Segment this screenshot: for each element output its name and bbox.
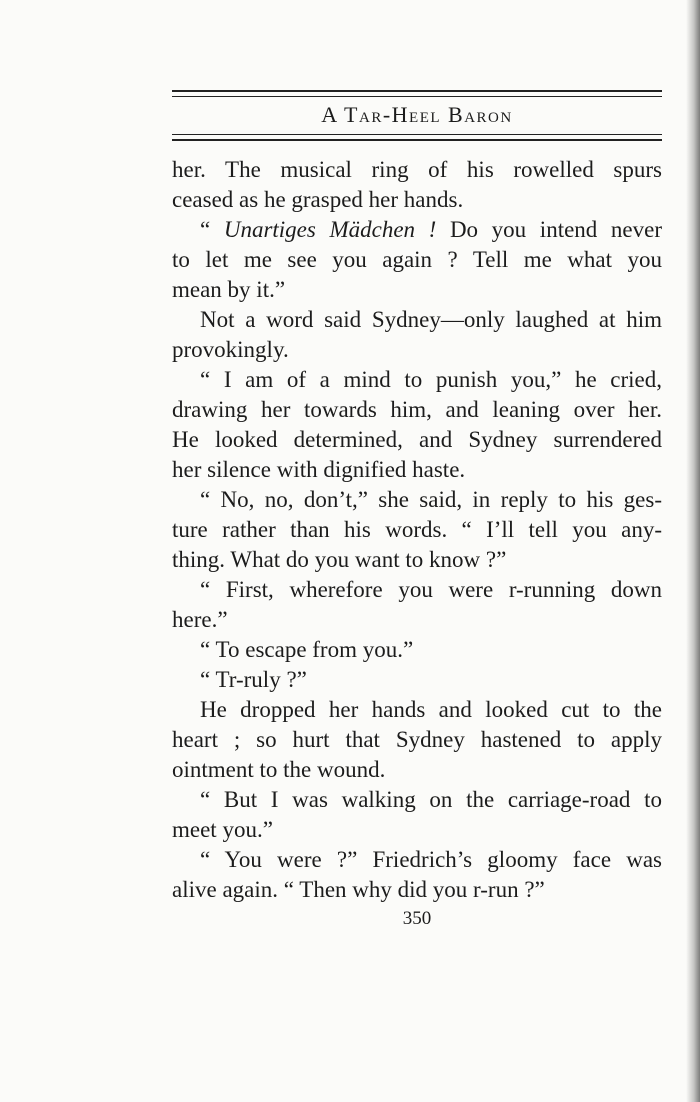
text-line — [172, 455, 662, 485]
text-line — [172, 695, 662, 725]
text-segment: “ Tr-ruly ?” — [200, 667, 307, 692]
text-line — [172, 365, 662, 395]
text-line — [172, 275, 662, 305]
text-segment: Not a word said Sydney—only laughed at him — [200, 307, 662, 332]
text-segment: Do you intend never — [436, 217, 662, 242]
text-segment: ointment to the wound. — [172, 757, 386, 782]
text-segment: drawing her towards him, and leaning over her. — [172, 397, 662, 422]
text-segment: thing. What do you want to know ?” — [172, 547, 507, 572]
text-line — [172, 875, 662, 905]
text-line — [172, 725, 662, 755]
text-segment: to let me see you again ? Tell me what you — [172, 247, 662, 272]
text-segment: “ — [200, 217, 224, 242]
header-bottom-rules — [172, 134, 662, 141]
running-head: A Tar-Heel Baron — [321, 102, 513, 127]
text-segment: He looked determined, and Sydney surrendered — [172, 427, 662, 452]
page-edge-shadow — [686, 0, 700, 1102]
text-segment: her silence with dignified haste. — [172, 457, 466, 482]
body-text — [172, 155, 662, 905]
text-segment: her. The musical ring of his rowelled spurs — [172, 157, 662, 182]
text-line — [172, 545, 662, 575]
text-line — [172, 335, 662, 365]
text-segment: “ But I was walking on the carriage-road to — [200, 787, 662, 812]
text-line — [172, 665, 662, 695]
text-segment: alive again. “ Then why did you r-run ?” — [172, 877, 545, 902]
text-line — [172, 245, 662, 275]
text-line — [172, 785, 662, 815]
text-segment: ture rather than his words. “ I’ll tell you any- — [172, 517, 662, 542]
top-rule-thick — [172, 90, 662, 92]
text-segment: He dropped her hands and looked cut to the — [200, 697, 662, 722]
text-segment: meet you.” — [172, 817, 273, 842]
text-segment: “ You were ?” Friedrich’s gloomy face was — [200, 847, 662, 872]
text-segment: “ I am of a mind to punish you,” he cried, — [200, 367, 662, 392]
page-number: 350 — [402, 908, 432, 929]
text-line — [172, 485, 662, 515]
text-line — [172, 575, 662, 605]
italic-phrase: Unartiges Mädchen ! — [223, 217, 437, 242]
text-line — [172, 845, 662, 875]
text-line — [172, 185, 662, 215]
text-line — [172, 155, 662, 185]
text-segment: provokingly. — [172, 337, 289, 362]
text-segment: “ No, no, don’t,” she said, in reply to his ges- — [200, 487, 662, 512]
bottom-rule-thin — [172, 134, 662, 135]
text-segment: “ To escape from you.” — [200, 637, 414, 662]
text-line — [172, 755, 662, 785]
text-segment: mean by it.” — [172, 277, 286, 302]
text-segment: heart ; so hurt that Sydney hastened to apply — [172, 727, 662, 752]
text-line — [172, 815, 662, 845]
text-line — [172, 305, 662, 335]
text-segment: here.” — [172, 607, 228, 632]
text-line — [172, 215, 662, 245]
text-line — [172, 635, 662, 665]
text-line — [172, 425, 662, 455]
header-top-rules — [172, 90, 662, 97]
bottom-rule-thick — [172, 139, 662, 141]
text-segment: “ First, wherefore you were r-running down — [200, 577, 662, 602]
text-line — [172, 395, 662, 425]
text-line — [172, 515, 662, 545]
text-segment: ceased as he grasped her hands. — [172, 187, 464, 212]
text-line — [172, 605, 662, 635]
top-rule-thin — [172, 96, 662, 97]
